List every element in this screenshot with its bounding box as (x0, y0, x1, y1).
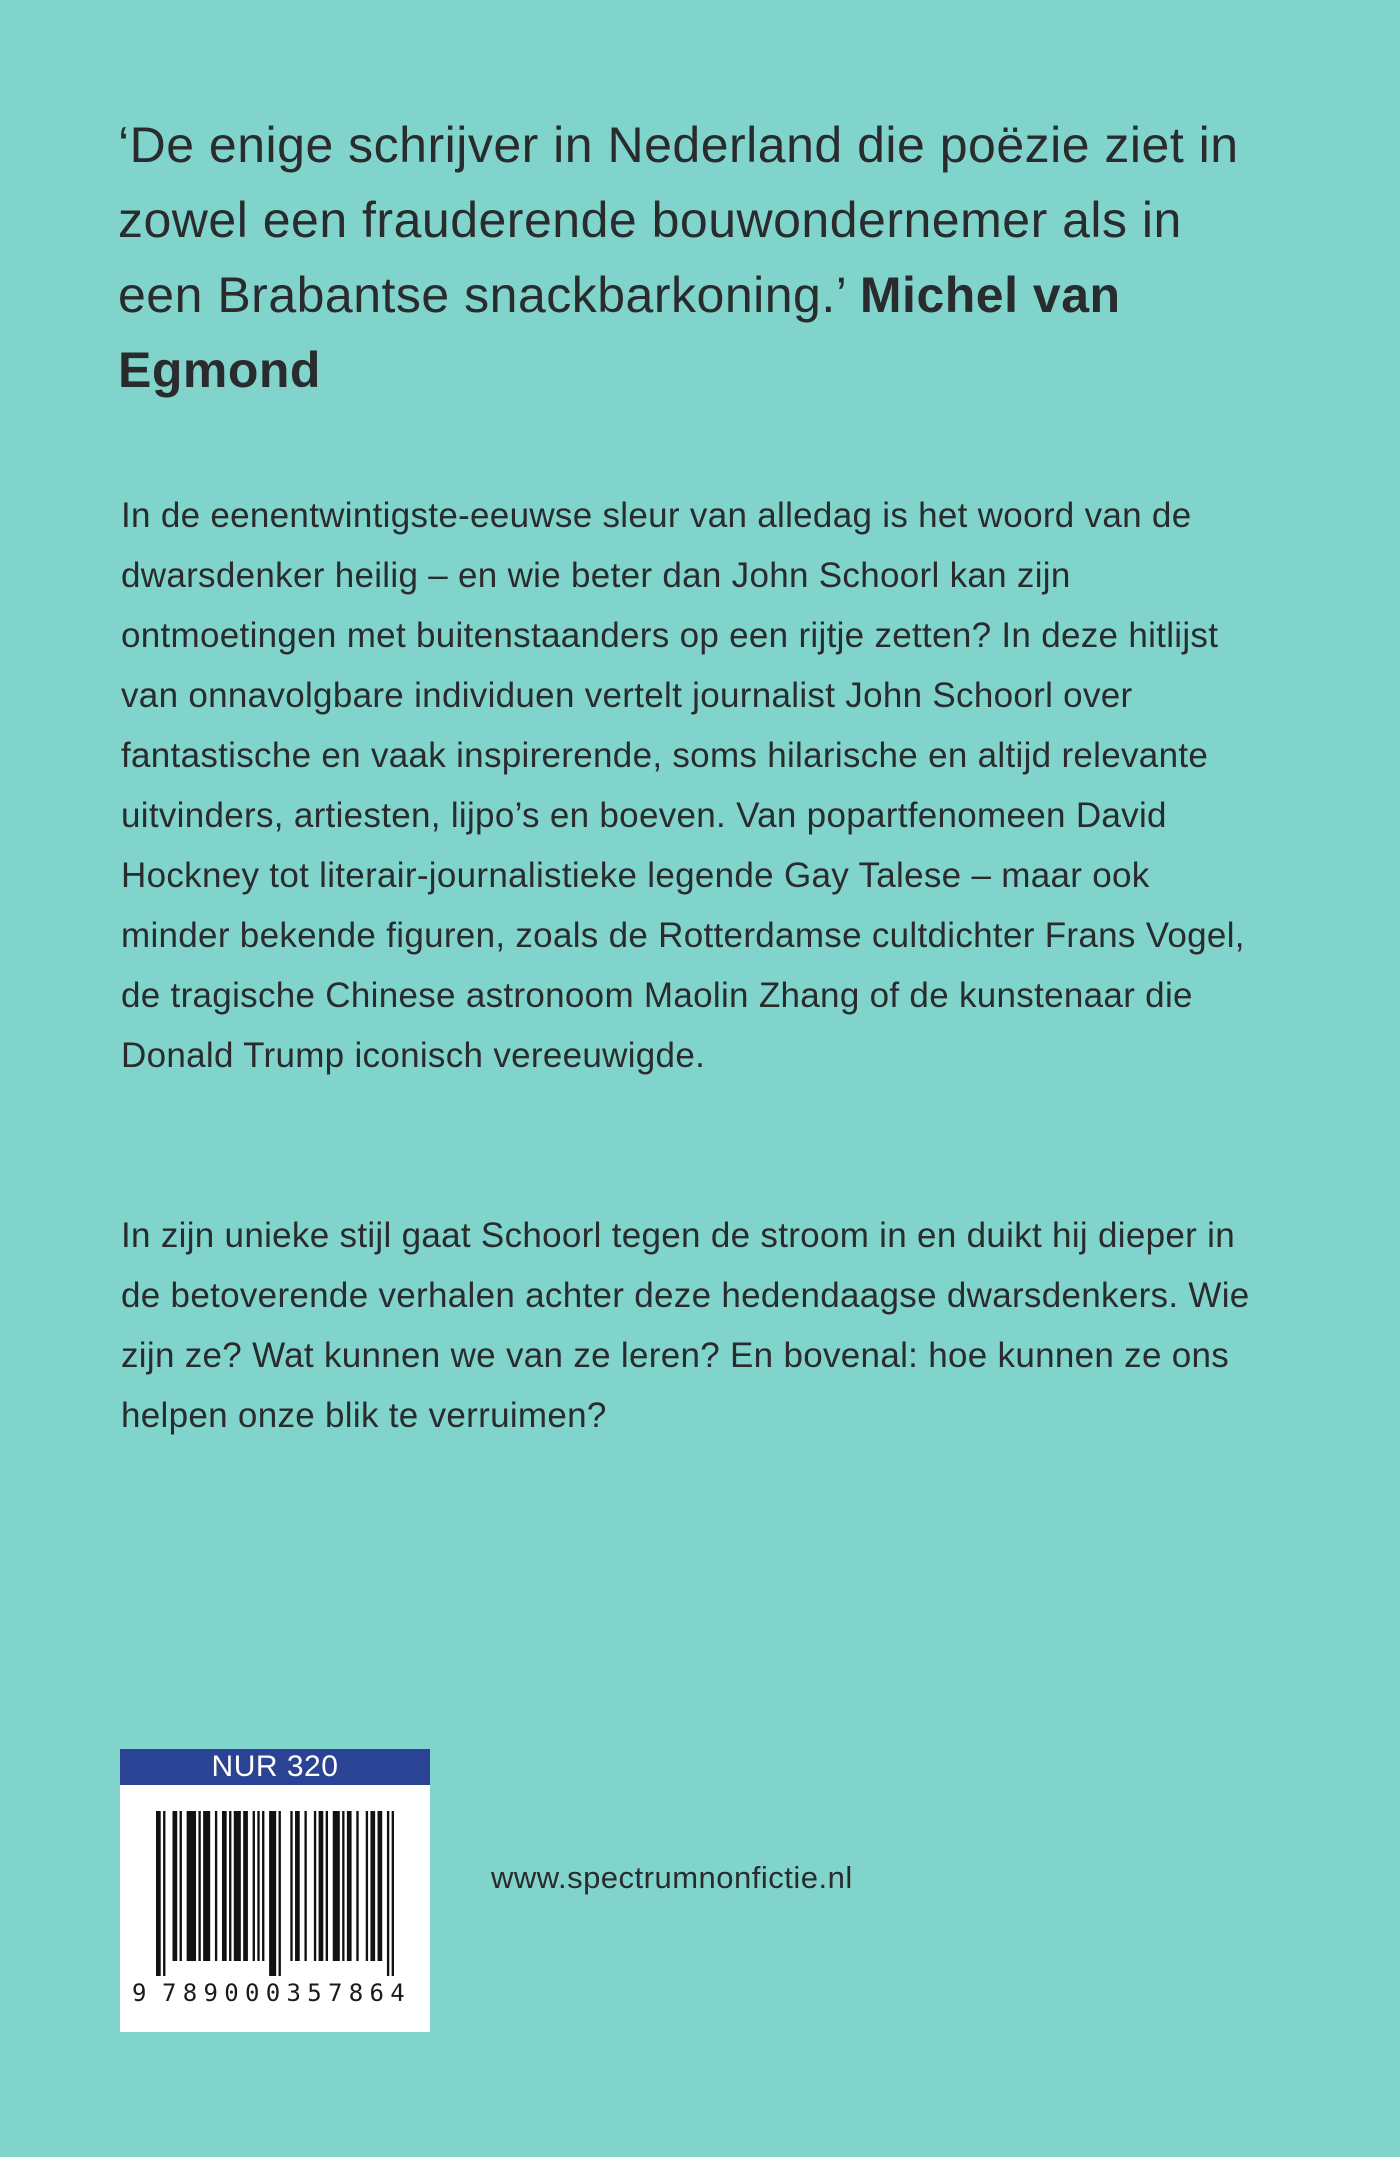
quote-author: Michel van Egmond (118, 267, 1121, 398)
blurb-paragraph-2: In zijn unieke stijl gaat Schoorl tegen de stroom in en duikt hij dieper in de betoverende verhalen achter deze hedendaagse dwarsdenkers. Wie zijn ze? Wat kunnen we van ze leren? En bovenal: hoe kunnen ze ons helpen onze blik te verruimen? (121, 1216, 1250, 1435)
publisher-website: www.spectrumnonfictie.nl (491, 1860, 853, 1895)
nur-code-label: NUR 320 (120, 1749, 430, 1785)
isbn-barcode-box (120, 1749, 430, 2032)
isbn-lead-digit: 9 (132, 1979, 147, 2007)
barcode-icon (156, 1811, 394, 1976)
blurb-paragraph-1: In de eenentwintigste-eeuwse sleur van alledag is het woord van de dwarsdenker heilig – en wie beter dan John Schoorl kan zijn ontmoetingen met buitenstaanders op een rijtje zetten? In deze hitlijst van onnavolgbare individuen vertelt journalist John Schoorl over fantastische en vaak inspirerende, soms hilarische en altijd relevante uitvinders, artiesten, lijpo’s en boeven. Van popartfenomeen David Hockney tot literair-journalistieke legende Gay Talese – maar ook minder bekende figuren, zoals de Rotterdamse cultdichter Frans Vogel, de tragische Chinese astronoom Maolin Zhang of de kunstenaar die Donald Trump iconisch vereeuwigde. (121, 496, 1245, 1075)
quote-text: ‘De enige schrijver in Nederland die poëzie ziet in zowel een frauderende bouwondernemer als in een Brabantse snackbarkoning.’ (118, 117, 1239, 323)
endorsement-quote (118, 108, 1278, 408)
isbn-digits: 789000357864 (162, 1979, 411, 2007)
